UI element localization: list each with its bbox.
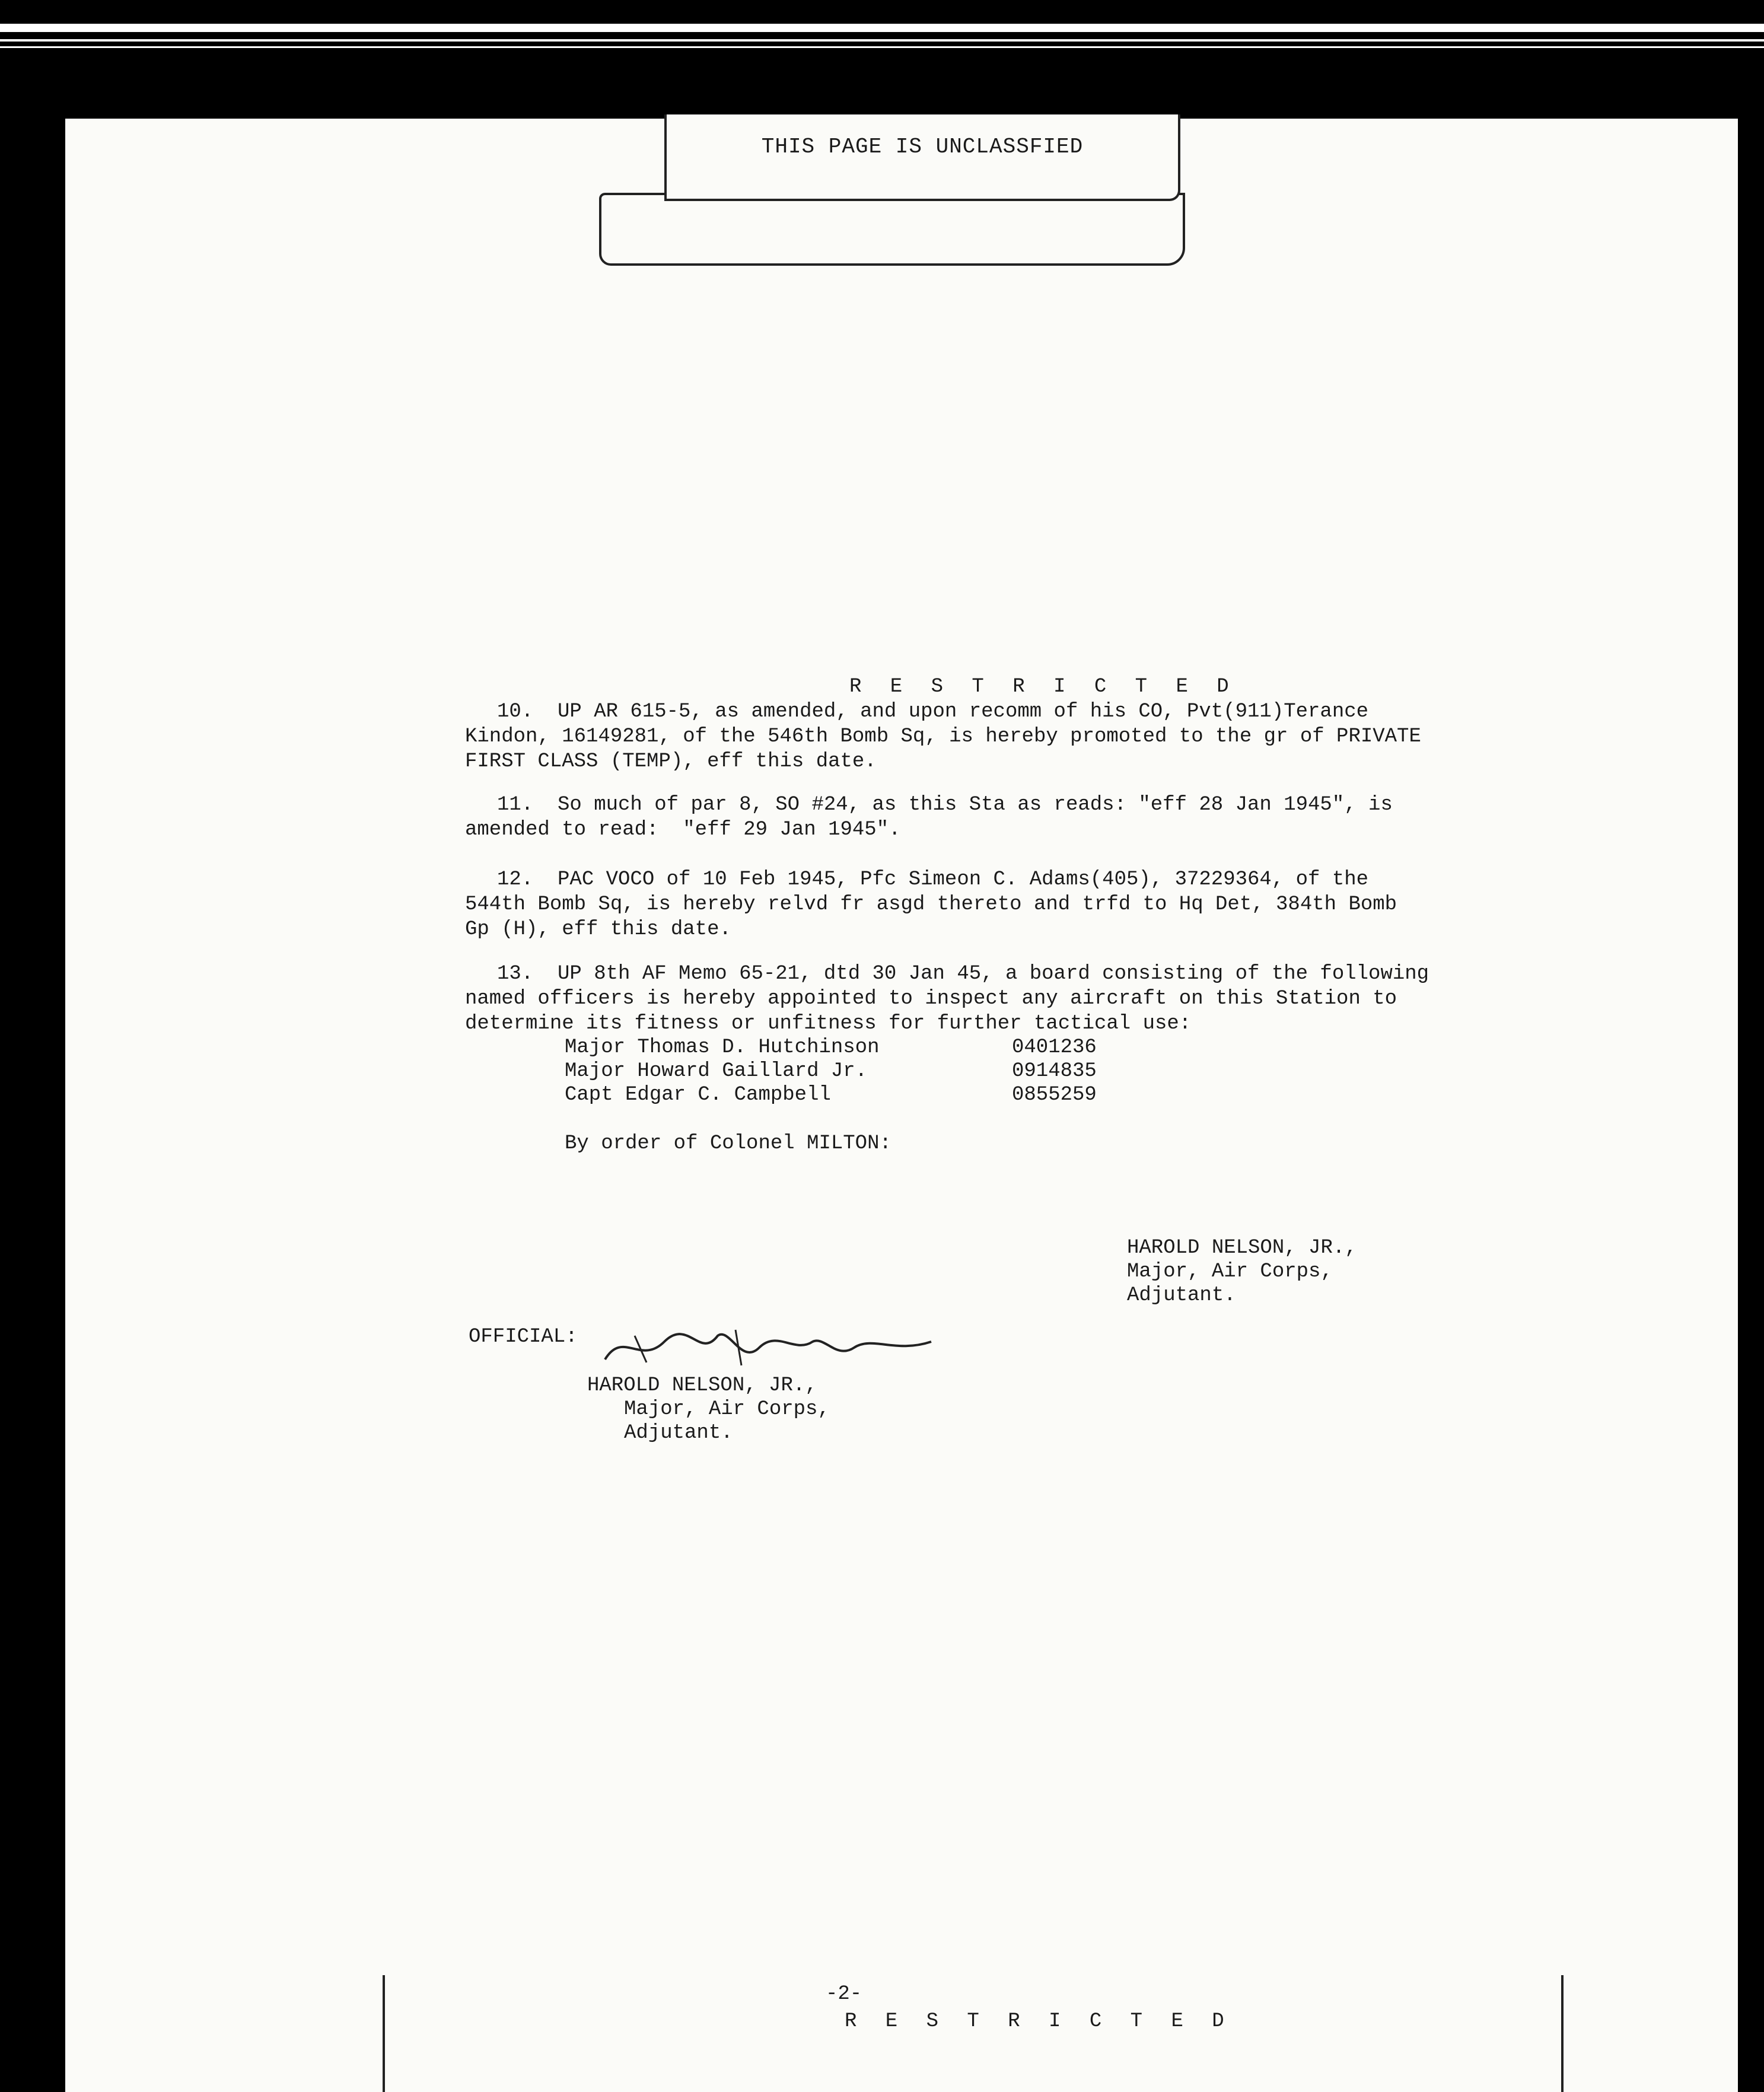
para-10-line-3: FIRST CLASS (TEMP), eff this date. bbox=[465, 750, 877, 773]
page-number: -2- bbox=[826, 1983, 862, 2005]
handwritten-signature bbox=[599, 1324, 943, 1371]
para-11-line-2: amended to read: "eff 29 Jan 1945". bbox=[465, 819, 901, 841]
signature-name: HAROLD NELSON, JR., bbox=[1127, 1237, 1357, 1259]
board-member-name: Major Howard Gaillard Jr. bbox=[565, 1060, 868, 1082]
para-12-line-1: 12. PAC VOCO of 10 Feb 1945, Pfc Simeon C. Adams(405), 37229364, of the bbox=[497, 868, 1369, 891]
official-rank: Major, Air Corps, bbox=[624, 1398, 830, 1421]
top-black-band bbox=[0, 0, 1764, 119]
board-member-name: Major Thomas D. Hutchinson bbox=[565, 1036, 880, 1059]
banner-text: THIS PAGE IS UNCLASSFIED bbox=[761, 135, 1084, 159]
top-stripe-3 bbox=[0, 46, 1764, 48]
board-member-serial: 0914835 bbox=[1012, 1060, 1097, 1082]
para-10-line-1: 10. UP AR 615-5, as amended, and upon recomm of his CO, Pvt(911)Terance bbox=[497, 700, 1369, 723]
banner-fold bbox=[599, 193, 1185, 266]
board-member-serial: 0855259 bbox=[1012, 1084, 1097, 1106]
para-12-line-2: 544th Bomb Sq, is hereby relvd fr asgd thereto and trfd to Hq Det, 384th Bomb bbox=[465, 893, 1397, 916]
top-stripe-2 bbox=[0, 39, 1764, 42]
para-13-line-3: determine its fitness or unfitness for further tactical use: bbox=[465, 1012, 1192, 1035]
right-margin-line bbox=[1561, 1975, 1564, 2092]
para-12-line-3: Gp (H), eff this date. bbox=[465, 918, 731, 941]
official-label: OFFICIAL: bbox=[469, 1326, 578, 1348]
official-title: Adjutant. bbox=[624, 1422, 733, 1444]
footer-marking: R E S T R I C T E D bbox=[845, 2010, 1233, 2033]
document-page bbox=[65, 119, 1738, 2092]
top-stripe-1 bbox=[0, 24, 1764, 32]
left-margin-line bbox=[383, 1975, 385, 2092]
signature-title: Adjutant. bbox=[1127, 1284, 1236, 1307]
para-11-line-1: 11. So much of par 8, SO #24, as this Sta as reads: "eff 28 Jan 1945", is bbox=[497, 794, 1393, 816]
board-member-name: Capt Edgar C. Campbell bbox=[565, 1084, 831, 1106]
para-10-line-2: Kindon, 16149281, of the 546th Bomb Sq, is hereby promoted to the gr of PRIVATE bbox=[465, 725, 1421, 748]
para-13-line-1: 13. UP 8th AF Memo 65-21, dtd 30 Jan 45, a board consisting of the following bbox=[497, 963, 1429, 985]
signature-rank: Major, Air Corps, bbox=[1127, 1260, 1333, 1283]
official-name: HAROLD NELSON, JR., bbox=[587, 1374, 817, 1397]
order-line: By order of Colonel MILTON: bbox=[565, 1132, 891, 1155]
para-13-line-2: named officers is hereby appointed to inspect any aircraft on this Station to bbox=[465, 988, 1397, 1010]
header-marking: R E S T R I C T E D bbox=[849, 676, 1237, 698]
classification-banner bbox=[664, 114, 1180, 201]
board-member-serial: 0401236 bbox=[1012, 1036, 1097, 1059]
